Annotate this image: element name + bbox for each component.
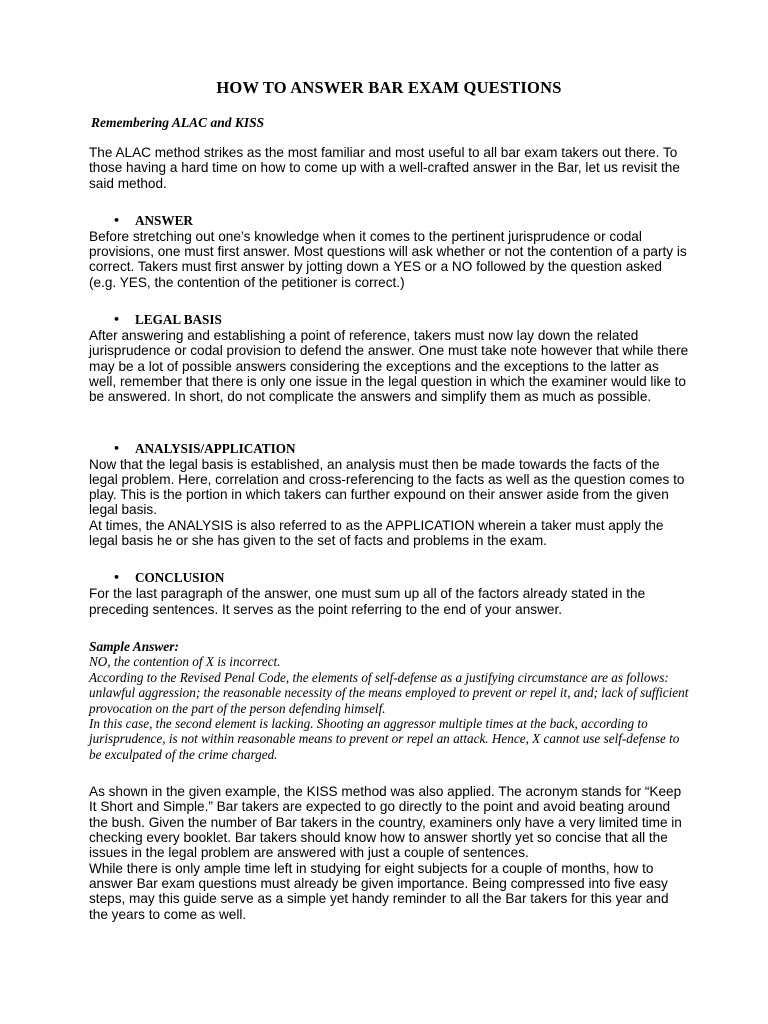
section-paragraph: At times, the ANALYSIS is also referred to as the APPLICATION wherein a taker must apply the legal basis he or she has given to the set of facts and problems in the exam. — [89, 517, 664, 549]
bullet-icon: • — [113, 313, 121, 327]
closing-paragraph: While there is only ample time left in studying for eight subjects for a couple of months, how to answer Bar exam questions must already be given importance. Being compressed into five easy steps, may this guide serve as a simple yet handy reminder to all the Bar takers for this year and the years to come as well. — [89, 860, 669, 922]
section-paragraph: Before stretching out one’s knowledge when it comes to the pertinent jurisprudence or codal provisions, one must first answer. Most questions will ask whether or not the contention of a party is correct. Takers must first answer by jotting down a YES or a NO followed by the question asked (e.g. YES, the contention of the petitioner is correct.) — [89, 228, 687, 290]
section-heading-label: ANALYSIS/APPLICATION — [135, 440, 296, 456]
closing-paragraph: As shown in the given example, the KISS method was also applied. The acronym stands for “Keep It Short and Simple.” Bar takers are expected to go directly to the point and avoid beating around the bush. Given the number of Bar takers in the country, examiners only have a very limited time in checking every booklet. Bar takers should know how to answer shortly yet so concise that all the issues in the legal problem are answered with just a couple of sentences. — [89, 784, 682, 861]
section-heading-label: ANSWER — [135, 212, 193, 228]
bullet-icon: • — [113, 213, 121, 227]
document-page — [89, 78, 689, 922]
sample-answer-line: NO, the contention of X is incorrect. — [89, 654, 281, 670]
bullet-icon: • — [113, 571, 121, 585]
section-heading-label: LEGAL BASIS — [135, 312, 222, 328]
section-paragraph: After answering and establishing a point of reference, takers must now lay down the related jurisprudence or codal provision to defend the answer. One must take note however that while there may be a lot of possible answers considering the exceptions and the exceptions to the latter as well, remember that there is only one issue in the legal question in which the examiner would like to be answered. In short, do not complicate the answers and simplify them as much as possible. — [89, 328, 689, 405]
sample-answer-line: According to the Revised Penal Code, the elements of self-defense as a justifying circumstance are as follows: unlawful aggression; the reasonable necessity of the means employed to prevent or repel it, and; lack of sufficient provocation on the part of the person defending himself. — [89, 669, 689, 716]
document-subtitle: Remembering ALAC and KISS — [91, 115, 265, 130]
section-heading-analysis-application — [113, 441, 689, 456]
section-paragraph: Now that the legal basis is established, an analysis must then be made towards the facts of the legal problem. Here, correlation and cross-referencing to the facts as well as the question comes to play. This is the portion in which takers can further expound on their answer aside from the given legal basis. — [89, 456, 685, 518]
section-heading-answer — [113, 213, 689, 228]
bullet-icon: • — [113, 441, 121, 455]
section-heading-legal-basis — [113, 312, 689, 327]
sample-answer-title: Sample Answer: — [89, 638, 179, 654]
sample-answer-line: In this case, the second element is lacking. Shooting an aggressor multiple times at the back, according to jurisprudence, is not within reasonable means to prevent or repel an attack. Hence, X cannot use self-defense to be exculpated of the crime charged. — [89, 715, 680, 762]
document-title: HOW TO ANSWER BAR EXAM QUESTIONS — [216, 78, 562, 97]
section-heading-label: CONCLUSION — [135, 570, 225, 586]
intro-paragraph: The ALAC method strikes as the most familiar and most useful to all bar exam takers out there. To those having a hard time on how to come up with a well-crafted answer in the Bar, let us revisit the said method. — [89, 145, 680, 191]
section-heading-conclusion — [113, 570, 689, 585]
section-paragraph: For the last paragraph of the answer, one must sum up all of the factors already stated in the preceding sentences. It serves as the point referring to the end of your answer. — [89, 586, 646, 617]
